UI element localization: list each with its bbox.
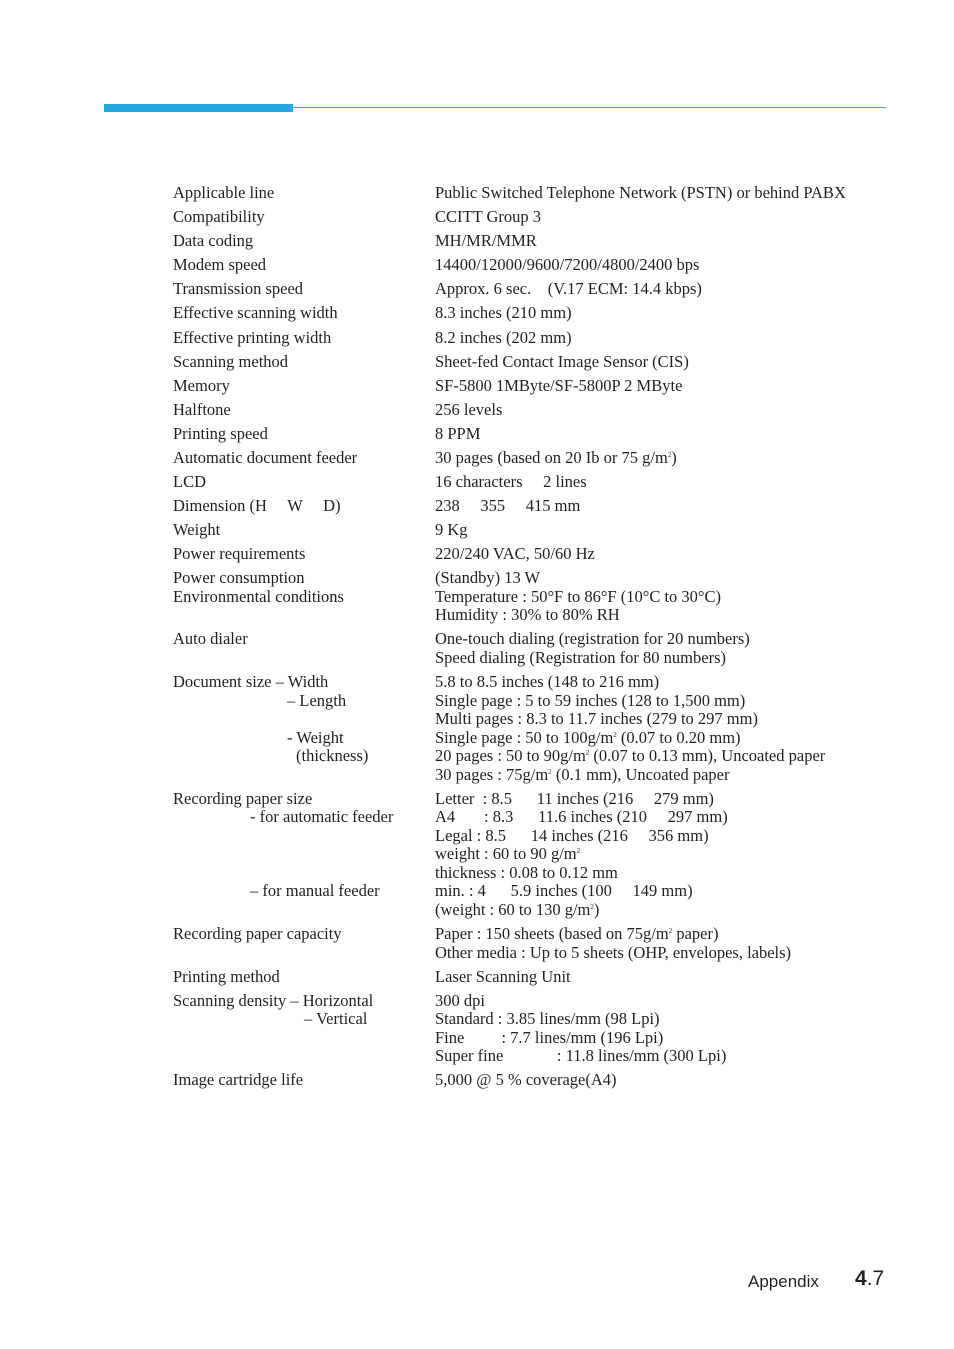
spec-value: Super fine : 11.8 lines/mm (300 Lpi): [435, 1046, 727, 1065]
spec-value: One-touch dialing (registration for 20 numbers): [435, 629, 750, 648]
spec-sublabel: – Length: [287, 691, 347, 710]
spec-value: thickness : 0.08 to 0.12 mm: [435, 863, 618, 882]
spec-value: Temperature : 50°F to 86°F (10°C to 30°C): [435, 587, 722, 606]
header-rule: [293, 107, 886, 108]
spec-value: 8 PPM: [435, 424, 481, 443]
spec-label: Scanning method: [173, 352, 289, 371]
spec-value: Multi pages : 8.3 to 11.7 inches (279 to 297 mm): [435, 709, 758, 728]
spec-value: min. : 4 5.9 inches (100 149 mm): [435, 881, 693, 900]
spec-label: Compatibility: [173, 207, 265, 226]
spec-value: Laser Scanning Unit: [435, 967, 571, 986]
page-number: [855, 1267, 884, 1291]
chapter-number: 4: [855, 1267, 867, 1290]
spec-value: 20 pages : 50 to $90g/m^2$ (0.07 to 0.13 mm), Uncoated paper: [435, 746, 826, 765]
spec-value: 238 355 415 mm: [435, 496, 581, 515]
spec-label: Document size – Width: [173, 672, 329, 691]
spec-label: Weight: [173, 520, 221, 539]
spec-label: Printing speed: [173, 424, 268, 443]
spec-label: Power requirements: [173, 544, 306, 563]
spec-value: Standard : 3.85 lines/mm (98 Lpi): [435, 1009, 660, 1028]
spec-value: 14400/12000/9600/7200/4800/2400 bps: [435, 255, 700, 274]
spec-label: Scanning density – Horizontal: [173, 991, 374, 1010]
spec-value: Speed dialing (Registration for 80 numbers): [435, 648, 726, 667]
spec-label: Dimension (H W D): [173, 496, 341, 515]
spec-value: Single page : 5 to 59 inches (128 to 1,500 mm): [435, 691, 746, 710]
spec-value: Sheet-fed Contact Image Sensor (CIS): [435, 352, 689, 371]
spec-value: Approx. 6 sec. (V.17 ECM: 14.4 kbps): [435, 279, 702, 298]
spec-value: Public Switched Telephone Network (PSTN) or behind PABX: [435, 183, 846, 202]
spec-value: Letter : 8.5 11 inches (216 279 mm): [435, 789, 714, 808]
spec-sublabel: – Vertical: [304, 1009, 368, 1028]
spec-label: Automatic document feeder: [173, 448, 358, 467]
spec-value: Paper : 150 sheets (based on $75g/m^2$ paper): [435, 924, 719, 943]
spec-label: Halftone: [173, 400, 231, 419]
spec-label: Printing method: [173, 967, 280, 986]
spec-value: Fine : 7.7 lines/mm (196 Lpi): [435, 1028, 664, 1047]
spec-value: SF-5800 1MByte/SF-5800P 2 MByte: [435, 376, 683, 395]
spec-label: Image cartridge life: [173, 1070, 304, 1089]
page-suffix: .7: [866, 1267, 885, 1290]
spec-label: Power consumption: [173, 568, 305, 587]
spec-value: A4 : 8.3 11.6 inches (210 297 mm): [435, 807, 728, 826]
spec-value: 5.8 to 8.5 inches (148 to 216 mm): [435, 672, 660, 691]
spec-label: Applicable line: [173, 183, 275, 202]
spec-value: Legal : 8.5 14 inches (216 356 mm): [435, 826, 709, 845]
spec-label: Modem speed: [173, 255, 267, 274]
spec-value: 8.3 inches (210 mm): [435, 303, 572, 322]
header-accent-bar: [104, 104, 293, 112]
spec-sublabel: (thickness): [296, 746, 369, 765]
spec-value: Other media : Up to 5 sheets (OHP, envelopes, labels): [435, 943, 792, 962]
spec-value: MH/MR/MMR: [435, 231, 537, 250]
spec-label: Memory: [173, 376, 230, 395]
spec-value: 5,000 @ 5 % coverage(A4): [435, 1070, 617, 1089]
spec-value: 8.2 inches (202 mm): [435, 328, 572, 347]
spec-label: Environmental conditions: [173, 587, 344, 606]
spec-label: Effective printing width: [173, 328, 332, 347]
spec-value: 256 levels: [435, 400, 503, 419]
spec-label: Recording paper capacity: [173, 924, 342, 943]
footer-section-label: Appendix: [748, 1272, 819, 1291]
spec-value: CCITT Group 3: [435, 207, 542, 226]
spec-value: (Standby) 13 W: [435, 568, 541, 587]
spec-sublabel: - for automatic feeder: [250, 807, 394, 826]
spec-value: Humidity : 30% to 80% RH: [435, 605, 620, 624]
spec-value: 300 dpi: [435, 991, 485, 1010]
spec-value: 30 pages (based on 20 Ib or 75 $g/m^2$): [435, 448, 677, 467]
spec-label: Data coding: [173, 231, 254, 250]
spec-sublabel: - Weight: [287, 728, 344, 747]
spec-label: Recording paper size: [173, 789, 313, 808]
spec-value: 220/240 VAC, 50/60 Hz: [435, 544, 595, 563]
spec-value: Single page : 50 to $100g/m^2$ (0.07 to 0.20 mm): [435, 728, 741, 747]
spec-value: (weight : 60 to 130 $g/m^2$): [435, 900, 600, 919]
spec-value: 30 pages : $75g/m^2$ (0.1 mm), Uncoated paper: [435, 765, 730, 784]
spec-value: weight : 60 to 90 $g/m^2$: [435, 844, 581, 863]
spec-value: 16 characters 2 lines: [435, 472, 587, 491]
spec-label: Auto dialer: [173, 629, 248, 648]
spec-label: LCD: [173, 472, 206, 491]
spec-sublabel: – for manual feeder: [250, 881, 380, 900]
spec-label: Transmission speed: [173, 279, 304, 298]
spec-label: Effective scanning width: [173, 303, 338, 322]
spec-value: 9 Kg: [435, 520, 468, 539]
